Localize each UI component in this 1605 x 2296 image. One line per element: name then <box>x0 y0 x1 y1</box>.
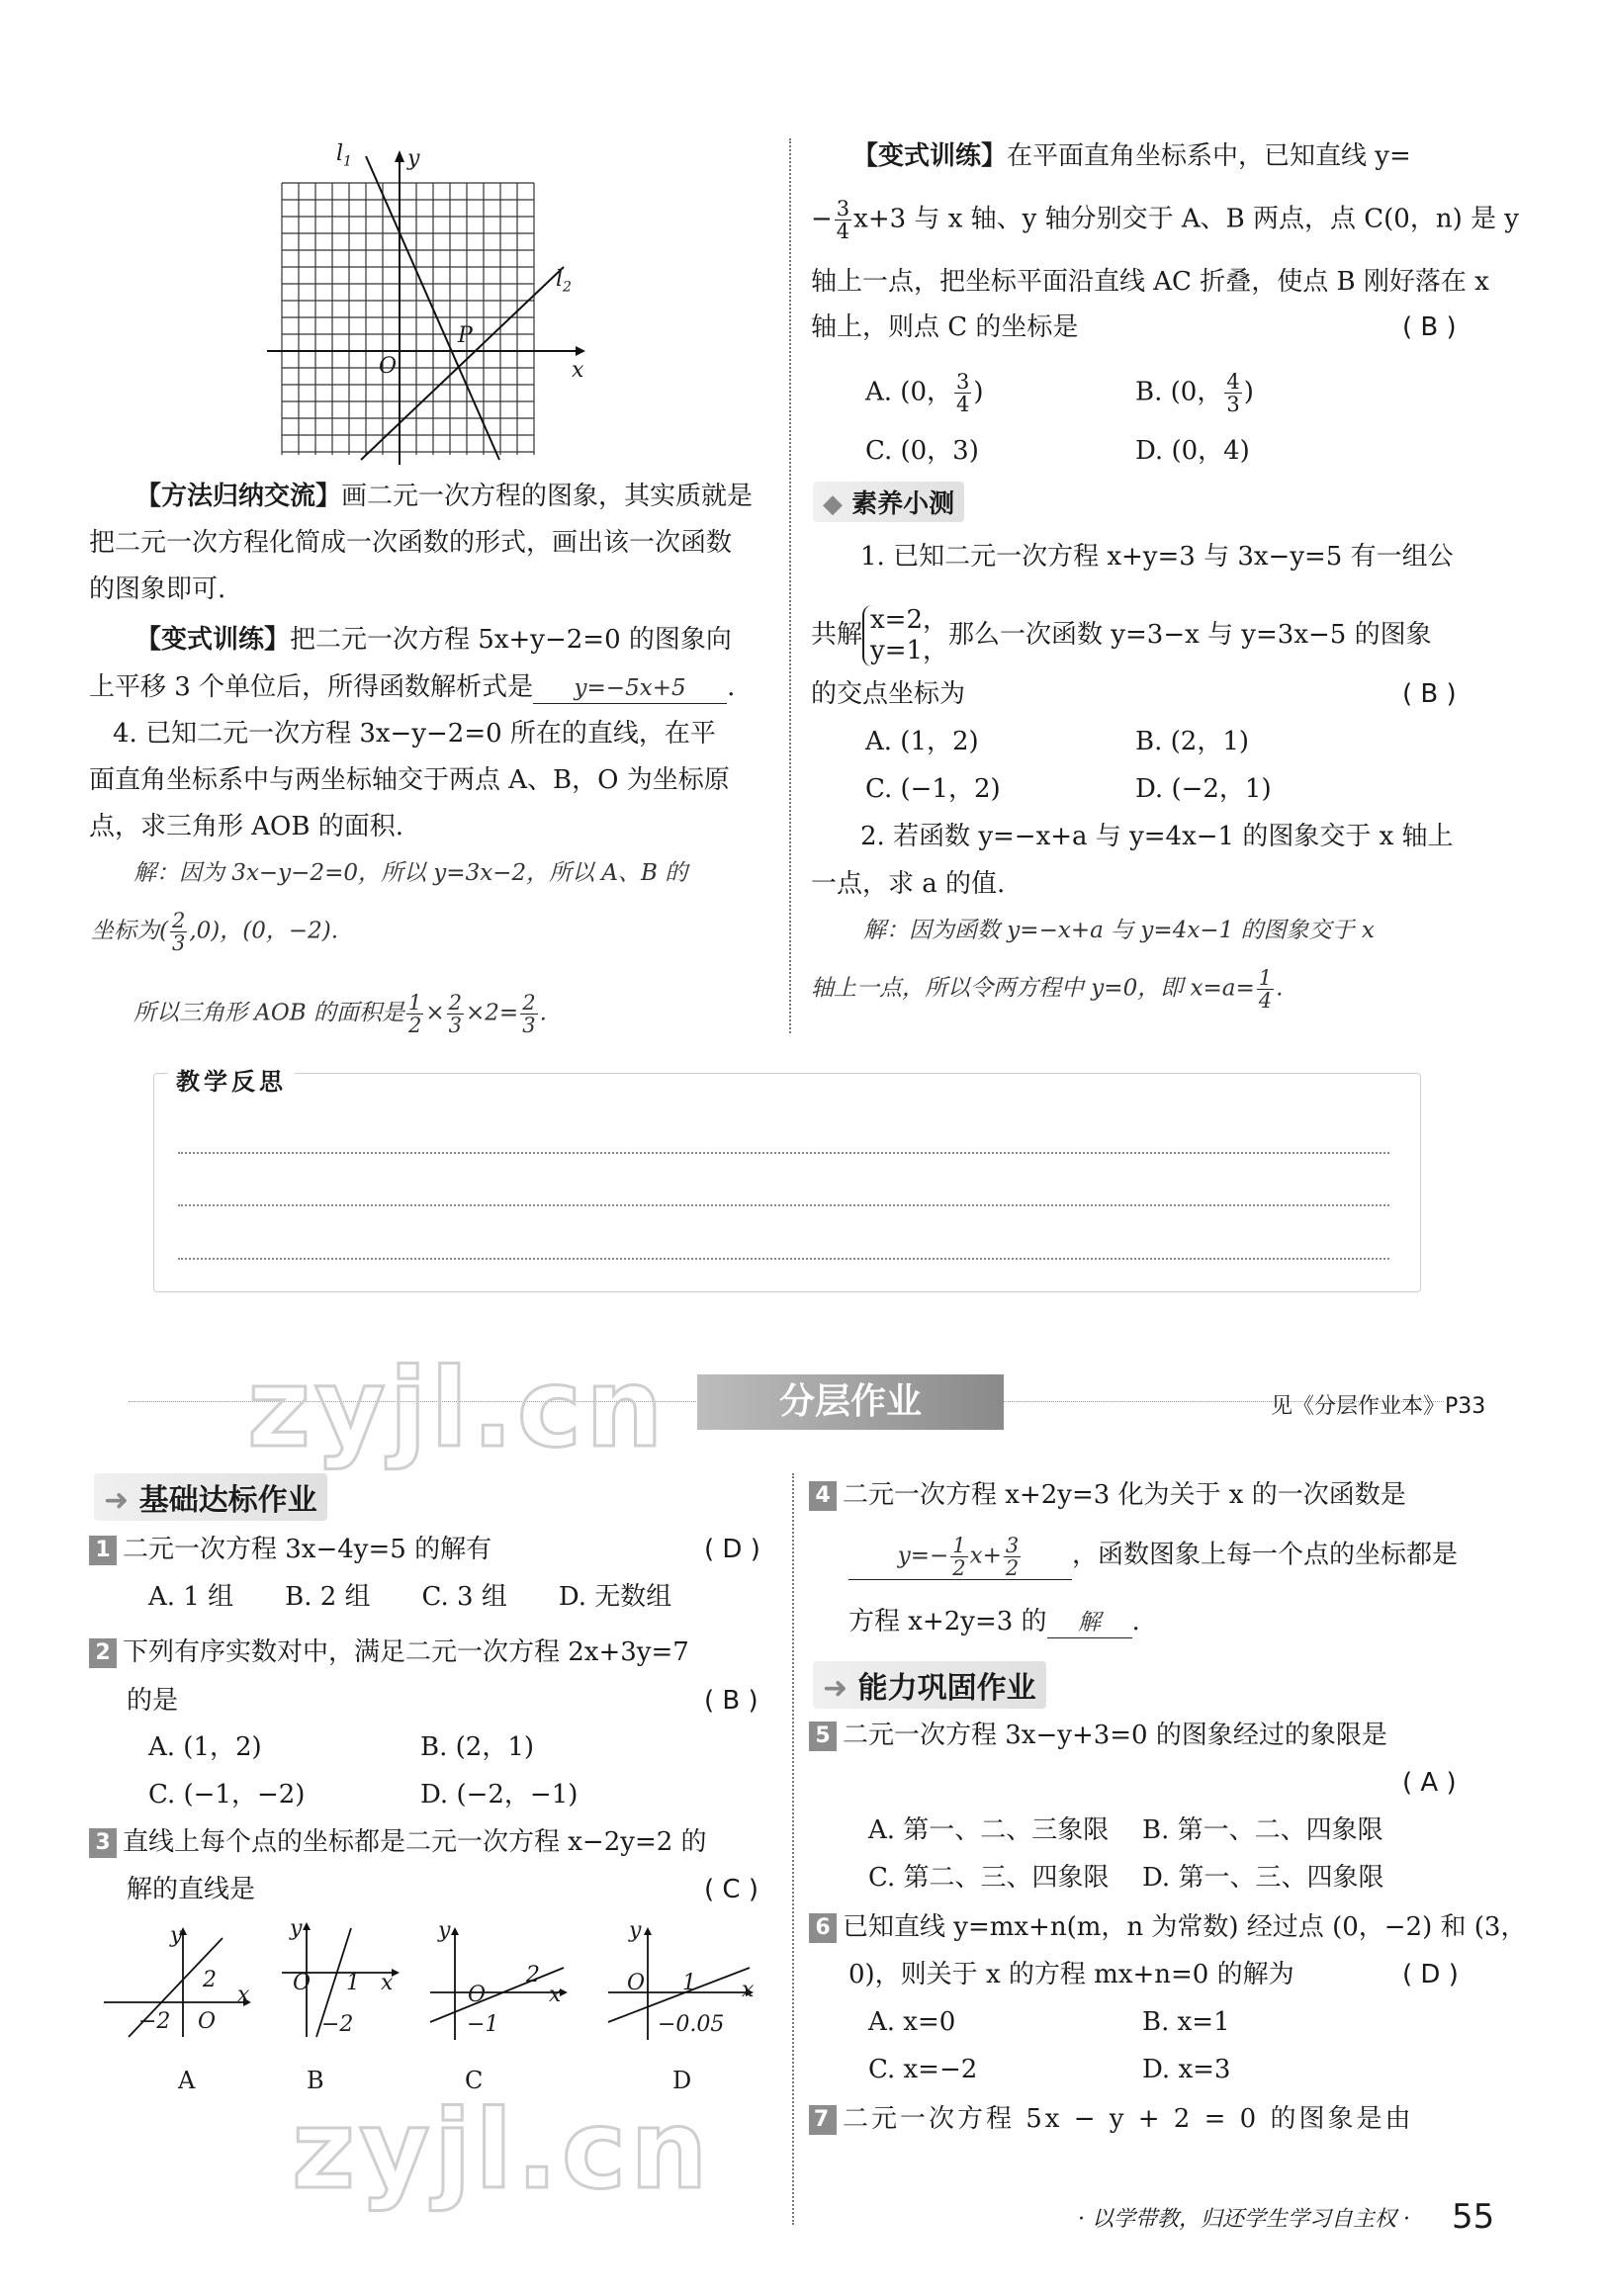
homework-q5-option-b: B. 第一、二、四象限 <box>1142 1815 1383 1845</box>
option-c-2: 2 <box>526 1963 540 1987</box>
homework-q6-line2: 0)，则关于 x 的方程 mx+n=0 的解为 <box>848 1960 1294 1989</box>
question4-line1: 4. 已知二元一次方程 3x−y−2=0 所在的直线，在平 <box>113 719 716 749</box>
watermark: zyjl.cn <box>292 2086 712 2213</box>
question4-line2: 面直角坐标系中与两坐标轴交于两点 A、B，O 为坐标原 <box>89 765 730 795</box>
quiz-q2-solution2: 轴上一点，所以令两方程中 y=0，即 x=a= $\frac{1}{4}$ . <box>811 966 1284 1014</box>
homework-q4-line3: 方程 x+2y=3 的 解 . <box>848 1607 1140 1636</box>
line-l2-label: $l_2$ <box>556 267 572 296</box>
variant-answer: y=−5x+5 <box>533 675 727 704</box>
basic-q3-line1: 3 直线上每个点的坐标都是二元一次方程 x−2y=2 的 <box>89 1827 707 1858</box>
basic-q2-option-a: A. (1，2) <box>148 1732 262 1762</box>
option-c-x: x <box>549 1983 562 2007</box>
quiz-q1-option-d: D. (−2，1) <box>1135 774 1272 804</box>
option-b-y: y <box>290 1916 303 1941</box>
quiz-q1-line3: 的交点坐标为 <box>811 679 966 709</box>
variant2-option-d: D. (0，4) <box>1135 436 1250 466</box>
homework-q5-option-d: D. 第一、三、四象限 <box>1142 1863 1384 1893</box>
option-a-label: A <box>178 2067 196 2094</box>
quiz-q1-answer: ( B ) <box>1402 679 1457 709</box>
option-c-y: y <box>438 1918 451 1943</box>
solution-line2: 坐标为( $\frac{2}{3}$ ,0)，(0，−2). <box>91 909 339 956</box>
homework-q5: 5 二元一次方程 3x−y+3=0 的图象经过的象限是 <box>809 1721 1387 1751</box>
quiz-q1-option-a: A. (1，2) <box>865 727 979 756</box>
homework-q6-option-d: D. x=3 <box>1142 2055 1231 2084</box>
homework-q5-option-a: A. 第一、二、三象限 <box>868 1815 1110 1845</box>
option-b-minus2: −2 <box>321 2012 354 2037</box>
variant2-line4: 轴上，则点 C 的坐标是 <box>811 312 1079 342</box>
basic-q2-option-c: C. (−1，−2) <box>148 1780 306 1810</box>
homework-q4-line1: 4 二元一次方程 x+2y=3 化为关于 x 的一次函数是 <box>809 1480 1406 1511</box>
basic-homework-tag: ➜ 基础达标作业 <box>94 1473 327 1521</box>
basic-q2-option-d: D. (−2，−1) <box>420 1780 579 1810</box>
basic-q3-answer: ( C ) <box>704 1875 758 1904</box>
question4-line3: 点，求三角形 AOB 的面积. <box>89 812 403 841</box>
variant2-line1: 【变式训练】在平面直角坐标系中，已知直线 y= <box>852 141 1411 171</box>
quiz-q1-option-b: B. (2，1) <box>1135 727 1250 756</box>
basic-q2-answer: ( B ) <box>704 1686 758 1716</box>
y-axis-label: y <box>407 146 420 171</box>
option-c-origin: O <box>468 1983 487 2007</box>
quiz-q2-line1: 2. 若函数 y=−x+a 与 y=4x−1 的图象交于 x 轴上 <box>860 822 1454 851</box>
option-d-minus005: −0.05 <box>658 2012 725 2037</box>
homework-q6-answer: ( D ) <box>1402 1960 1459 1989</box>
option-b-1: 1 <box>346 1971 360 1995</box>
homework-q5-answer: ( A ) <box>1402 1768 1457 1798</box>
basic-q3-line2: 解的直线是 <box>127 1875 256 1904</box>
variant2-answer: ( B ) <box>1402 312 1457 342</box>
homework-q6-option-a: A. x=0 <box>868 2007 956 2037</box>
variant2-option-c: C. (0，3) <box>865 436 979 466</box>
homework-q6-option-b: B. x=1 <box>1142 2007 1230 2037</box>
method-summary-line1: 【方法归纳交流】画二元一次方程的图象，其实质就是 <box>135 482 754 511</box>
page-number: 55 <box>1452 2197 1495 2237</box>
variant-exercise-line2: 上平移 3 个单位后，所得函数解析式是 y=−5x+5 . <box>89 672 736 702</box>
origin-label: O <box>379 354 398 379</box>
option-d-origin: O <box>627 1971 646 1995</box>
homework-q6-line1: 6 已知直线 y=mx+n(m，n 为常数) 经过点 (0，−2) 和 (3， <box>809 1912 1526 1943</box>
option-b-label: B <box>307 2067 324 2094</box>
option-b-x: x <box>381 1971 394 1995</box>
option-a-y: y <box>170 1923 183 1948</box>
basic-q1-options: A. 1 组 B. 2 组 C. 3 组 D. 无数组 <box>148 1582 672 1612</box>
variant2-line3: 轴上一点，把坐标平面沿直线 AC 折叠，使点 B 刚好落在 x <box>811 267 1489 297</box>
homework-q6-option-c: C. x=−2 <box>868 2055 978 2084</box>
quiz-q2-solution1: 解：因为函数 y=−x+a 与 y=4x−1 的图象交于 x <box>863 918 1375 943</box>
quiz-q1-option-c: C. (−1，2) <box>865 774 1001 804</box>
x-axis-label: x <box>572 358 584 383</box>
homework-q4-line2: y=− $\frac{1}{2}$ x+ $\frac{3}{2}$ ，函数图象上每一个点的坐标都是 <box>848 1535 1458 1580</box>
option-a-x: x <box>237 1983 250 2007</box>
option-c-label: C <box>465 2067 484 2094</box>
variant2-line2: − $\frac{3}{4}$ x+3 与 x 轴、y 轴分别交于 A、B 两点，点 C(0，n) 是 y <box>811 197 1519 244</box>
option-d-label: D <box>672 2067 692 2094</box>
variant2-option-a: A. (0， $\frac{3}{4}$ ) <box>865 370 984 417</box>
variant-exercise-line1: 【变式训练】把二元一次方程 5x+y−2=0 的图象向 <box>135 625 732 655</box>
option-a-minus2: −2 <box>138 2009 171 2034</box>
option-a-2: 2 <box>203 1968 217 1992</box>
footer-motto: · 以学带教，归还学生学习自主权 · <box>1078 2207 1410 2232</box>
basic-q2-line1: 2 下列有序实数对中，满足二元一次方程 2x+3y=7 <box>89 1637 689 1668</box>
basic-q1: 1 二元一次方程 3x−4y=5 的解有 <box>89 1535 491 1565</box>
option-d-1: 1 <box>682 1971 696 1995</box>
homework-book-reference: 见《分层作业本》P33 <box>1271 1394 1486 1419</box>
option-d-y: y <box>629 1918 642 1943</box>
option-b-origin: O <box>293 1971 312 1995</box>
homework-q5-option-c: C. 第二、三、四象限 <box>868 1863 1110 1893</box>
homework-q4-answer: y=− $\frac{1}{2}$ x+ $\frac{3}{2}$ <box>848 1535 1072 1580</box>
method-summary-line2: 把二元一次方程化简成一次函数的形式，画出该一次函数 <box>89 528 733 558</box>
teaching-reflection-title: 教学反思 <box>168 1068 295 1097</box>
option-d-x: x <box>742 1978 755 2002</box>
homework-q7: 7 二元一次方程 5x − y + 2 = 0 的图象是由 <box>809 2104 1413 2135</box>
column-divider-bottom <box>792 1473 794 2225</box>
quiz-section-tag: ◆ 素养小测 <box>813 482 964 522</box>
column-divider-top <box>789 138 791 1033</box>
quiz-q2-line2: 一点，求 a 的值. <box>811 869 1006 899</box>
solution-line3: 所以三角形 AOB 的面积是 $\frac{1}{2}$ × $\frac{2}{3}$ ×2= $\frac{2}{3}$ . <box>134 991 547 1038</box>
solution-line1: 解：因为 3x−y−2=0，所以 y=3x−2，所以 A、B 的 <box>134 860 688 886</box>
quiz-q1-line1: 1. 已知二元一次方程 x+y=3 与 3x−y=5 有一组公 <box>860 542 1454 572</box>
layered-homework-banner: 分层作业 <box>697 1374 1004 1430</box>
option-a-origin: O <box>198 2009 217 2034</box>
reflection-line <box>178 1258 1389 1260</box>
option-c-minus1: −1 <box>467 2012 499 2037</box>
basic-q1-answer: ( D ) <box>704 1535 760 1564</box>
coordinate-grid-graph <box>267 138 593 465</box>
reflection-line <box>178 1152 1389 1154</box>
ability-homework-tag: ➜ 能力巩固作业 <box>813 1661 1046 1709</box>
basic-q2-option-b: B. (2，1) <box>420 1732 535 1762</box>
point-p-label: P <box>458 323 473 348</box>
method-summary-line3: 的图象即可. <box>89 574 226 604</box>
reflection-line <box>178 1204 1389 1206</box>
variant2-option-b: B. (0， $\frac{4}{3}$ ) <box>1135 370 1254 417</box>
line-l1-label: $l_1$ <box>336 141 352 170</box>
quiz-q1-line2: 共解 x=2， y=1， 那么一次函数 y=3−x 与 y=3x−5 的图象 <box>811 605 1432 666</box>
basic-q2-line2: 的是 <box>127 1686 179 1716</box>
watermark: zyjl.cn <box>247 1345 668 1471</box>
